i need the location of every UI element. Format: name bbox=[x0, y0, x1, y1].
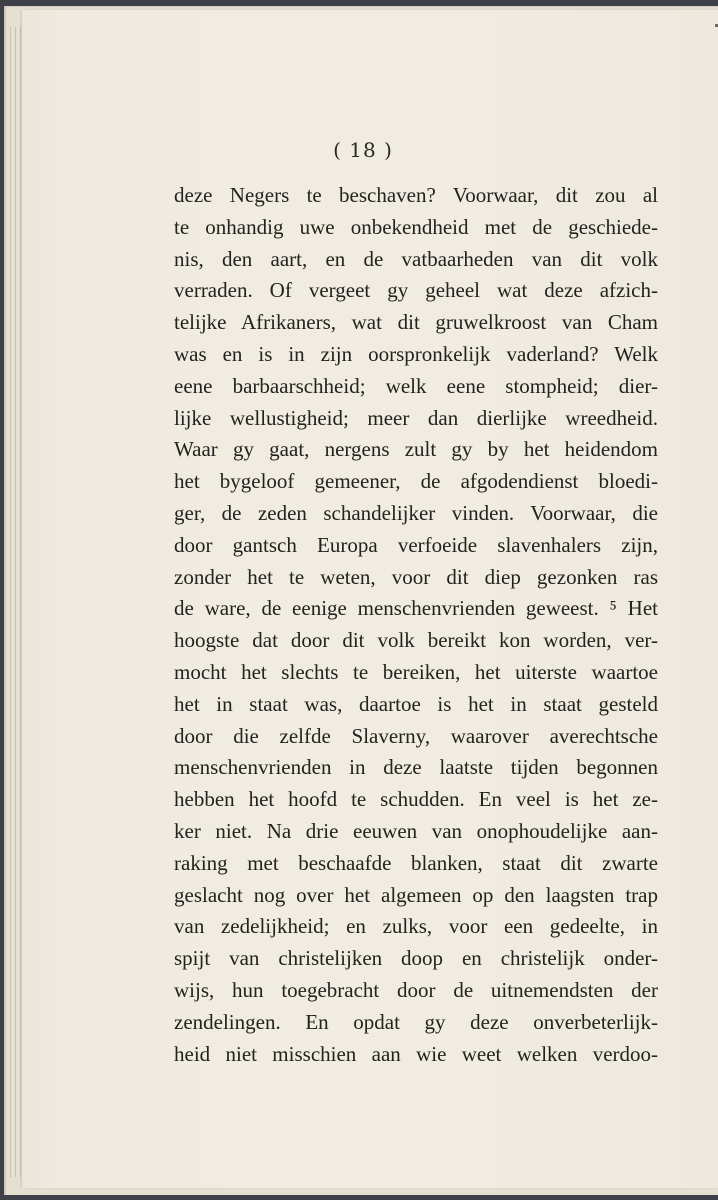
page-edge-line bbox=[10, 27, 11, 1177]
text-line: het in staat was, daartoe is het in staat gesteld bbox=[174, 691, 658, 716]
text-line: het bygeloof gemeener, de afgodendienst bloedi- bbox=[174, 469, 658, 494]
text-line: zendelingen. En opdat gy deze onverbeterlijk- bbox=[174, 1009, 658, 1034]
text-line: door gantsch Europa verfoeide slavenhalers zijn, bbox=[174, 532, 658, 557]
book-page bbox=[22, 10, 718, 1188]
page-edge-line bbox=[15, 27, 16, 1177]
text-line: te onhandig uwe onbekendheid met de geschiede- bbox=[174, 214, 658, 239]
text-line: zonder het te weten, voor dit diep gezonken ras bbox=[174, 564, 658, 589]
text-line: ger, de zeden schandelijker vinden. Voorwaar, die bbox=[174, 500, 658, 525]
text-line: de ware, de eenige menschenvrienden geweest. ⁵ Het bbox=[174, 596, 658, 621]
text-line: menschenvrienden in deze laatste tijden begonnen bbox=[174, 755, 658, 780]
text-line: spijt van christelijken doop en christelijk onder- bbox=[174, 946, 658, 971]
text-line: van zedelijkheid; en zulks, voor een gedeelte, in bbox=[174, 914, 658, 939]
text-line: verraden. Of vergeet gy geheel wat deze afzich- bbox=[174, 278, 658, 303]
text-line: lijke wellustigheid; meer dan dierlijke wreedheid. bbox=[174, 405, 658, 430]
text-line: telijke Afrikaners, wat dit gruwelkroost van Cham bbox=[174, 310, 658, 335]
page-edge-line bbox=[20, 27, 21, 1177]
text-line: hebben het hoofd te schudden. En veel is het ze- bbox=[174, 787, 658, 812]
text-line: wijs, hun toegebracht door de uitnemendsten der bbox=[174, 977, 658, 1002]
text-line: mocht het slechts te bereiken, het uiterste waartoe bbox=[174, 659, 658, 684]
text-line: ker niet. Na drie eeuwen van onophoudelijke aan- bbox=[174, 818, 658, 843]
page-number: ( 18 ) bbox=[333, 138, 393, 162]
body-text bbox=[174, 180, 658, 1070]
text-line: geslacht nog over het algemeen op den laagsten trap bbox=[174, 882, 658, 907]
text-line: nis, den aart, en de vatbaarheden van dit volk bbox=[174, 246, 658, 271]
text-line: eene barbaarschheid; welk eene stompheid; dier- bbox=[174, 373, 658, 398]
text-line: deze Negers te beschaven? Voorwaar, dit zou al bbox=[174, 183, 658, 207]
text-line: Waar gy gaat, nergens zult gy by het heidendom bbox=[174, 437, 658, 462]
text-line: hoogste dat door dit volk bereikt kon worden, ver- bbox=[174, 628, 658, 653]
text-line: door die zelfde Slaverny, waarover averechtsche bbox=[174, 723, 658, 748]
text-line: raking met beschaafde blanken, staat dit zwarte bbox=[174, 850, 658, 875]
text-line: heid niet misschien aan wie weet welken verdoo- bbox=[174, 1041, 658, 1066]
text-line: was en is in zijn oorspronkelijk vaderland? Welk bbox=[174, 341, 658, 366]
